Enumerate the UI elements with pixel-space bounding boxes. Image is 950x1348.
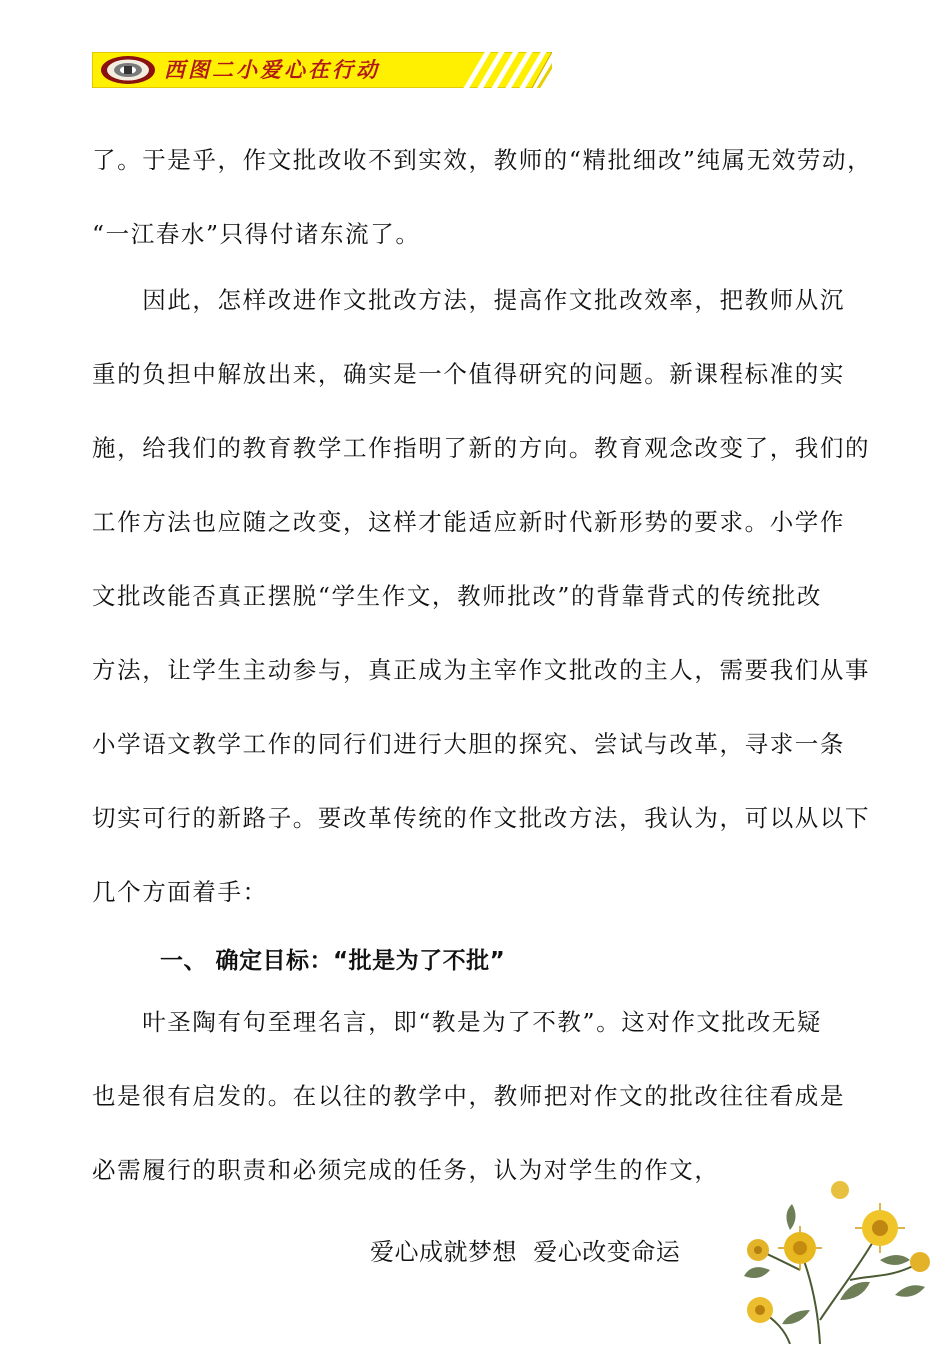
header-banner [92,52,552,88]
text-line: 文批改能否真正摆脱“学生作文，教师批改”的背靠背式的传统批改 [92,582,823,610]
text-line: 施，给我们的教育教学工作指明了新的方向。教育观念改变了，我们的 [92,434,871,462]
footer-slogan: 爱心成就梦想 爱心改变命运 [370,1238,681,1266]
text-line: 方法，让学生主动参与，真正成为主宰作文批改的主人，需要我们从事 [92,656,871,684]
school-emblem-icon [100,55,156,85]
text-line: 几个方面着手： [92,878,268,906]
text-line: “一江春水”只得付诸东流了。 [92,220,421,248]
text-line: 叶圣陶有句至理名言，即“教是为了不教”。这对作文批改无疑 [92,1008,823,1036]
text-line: 小学语文教学工作的同行们进行大胆的探究、尝试与改革，寻求一条 [92,730,845,758]
text-line: 也是很有启发的。在以往的教学中，教师把对作文的批改往往看成是 [92,1082,845,1110]
text-line: 重的负担中解放出来，确实是一个值得研究的问题。新课程标准的实 [92,360,845,388]
text-line: 了。于是乎，作文批改收不到实效，教师的“精批细改”纯属无效劳动， [92,146,873,174]
text-line: 工作方法也应随之改变，这样才能适应新时代新形势的要求。小学作 [92,508,845,536]
paragraph-improvement [92,276,871,942]
text-line: 切实可行的新路子。要改革传统的作文批改方法，我认为，可以从以下 [92,804,871,832]
text-line: 必需履行的职责和必须完成的任务，认为对学生的作文， [92,1156,720,1184]
banner-title: 西图二小爱心在行动 [164,58,380,82]
paragraph-continuation [92,136,873,284]
section-heading: 一、 确定目标：“批是为了不批” [160,948,506,974]
chrysanthemum-flower-icon [730,1170,950,1344]
text-line: 因此，怎样改进作文批改方法，提高作文批改效率，把教师从沉 [92,286,845,314]
